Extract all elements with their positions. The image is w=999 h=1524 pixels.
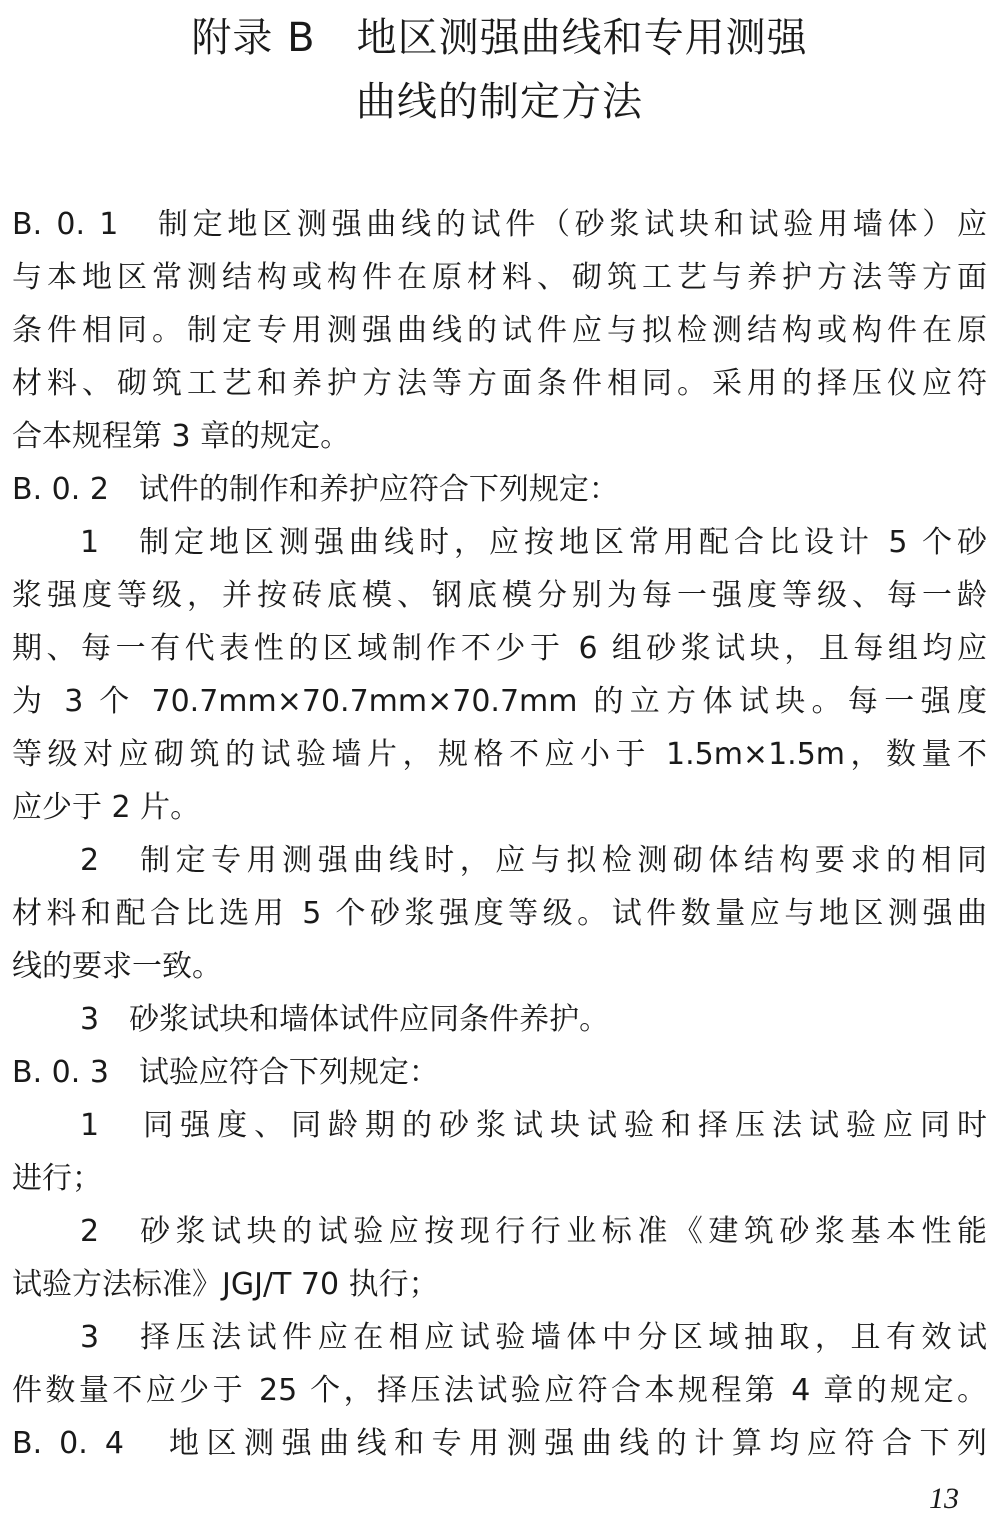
appendix-title-line-1: 附录 B 地区测强曲线和专用测强 [191,15,808,61]
clause-b03-item-1-line-2: 进行； [12,1162,102,1196]
clause-b03-item-3-line-2: 件数量不应少于 25 个，择压法试验应符合本规程第 4 章的规定。 [12,1374,987,1408]
clause-b02-item-3: 3 砂浆试块和墙体试件应同条件养护。 [80,1003,610,1037]
clause-b02-item-1-line-1: 1 制定地区测强曲线时，应按地区常用配合比设计 5 个砂 [80,526,987,560]
appendix-title-line-2: 曲线的制定方法 [356,79,643,125]
clause-b02-item-1-line-2: 浆强度等级，并按砖底模、钢底模分别为每一强度等级、每一龄 [12,579,987,613]
clause-b01-line-5: 合本规程第 3 章的规定。 [12,420,351,454]
clause-b03-item-3-line-1: 3 择压法试件应在相应试验墙体中分区域抽取，且有效试 [80,1321,987,1355]
clause-b01-line-4: 材料、砌筑工艺和养护方法等方面条件相同。采用的择压仪应符 [12,367,987,401]
clause-b02-heading: B. 0. 2 试件的制作和养护应符合下列规定： [12,473,619,507]
clause-b03-item-1-line-1: 1 同强度、同龄期的砂浆试块试验和择压法试验应同时 [80,1109,987,1143]
clause-b03-item-2-line-1: 2 砂浆试块的试验应按现行行业标准《建筑砂浆基本性能 [80,1215,987,1249]
clause-b02-item-2-line-3: 线的要求一致。 [12,950,222,984]
clause-b03-heading: B. 0. 3 试验应符合下列规定： [12,1056,439,1090]
clause-b02-item-1-line-6: 应少于 2 片。 [12,791,201,825]
clause-b04-line-1: B. 0. 4 地区测强曲线和专用测强曲线的计算均应符合下列 [12,1427,987,1461]
clause-b02-item-1-line-3: 期、每一有代表性的区域制作不少于 6 组砂浆试块，且每组均应 [12,632,987,666]
clause-b02-item-1-line-4: 为 3 个 70.7mm×70.7mm×70.7mm 的立方体试块。每一强度 [12,685,987,719]
clause-b02-item-1-line-5: 等级对应砌筑的试验墙片，规格不应小于 1.5m×1.5m，数量不 [12,738,987,772]
clause-b01-line-1: B. 0. 1 制定地区测强曲线的试件（砂浆试块和试验用墙体）应 [12,208,987,242]
clause-b02-item-2-line-1: 2 制定专用测强曲线时，应与拟检测砌体结构要求的相同 [80,844,987,878]
page-number: 13 [929,1482,959,1515]
clause-b02-item-2-line-2: 材料和配合比选用 5 个砂浆强度等级。试件数量应与地区测强曲 [12,897,987,931]
clause-b01-line-2: 与本地区常测结构或构件在原材料、砌筑工艺与养护方法等方面 [12,261,987,295]
clause-b03-item-2-line-2: 试验方法标准》JGJ/T 70 执行； [12,1268,439,1302]
clause-b01-line-3: 条件相同。制定专用测强曲线的试件应与拟检测结构或构件在原 [12,314,987,348]
